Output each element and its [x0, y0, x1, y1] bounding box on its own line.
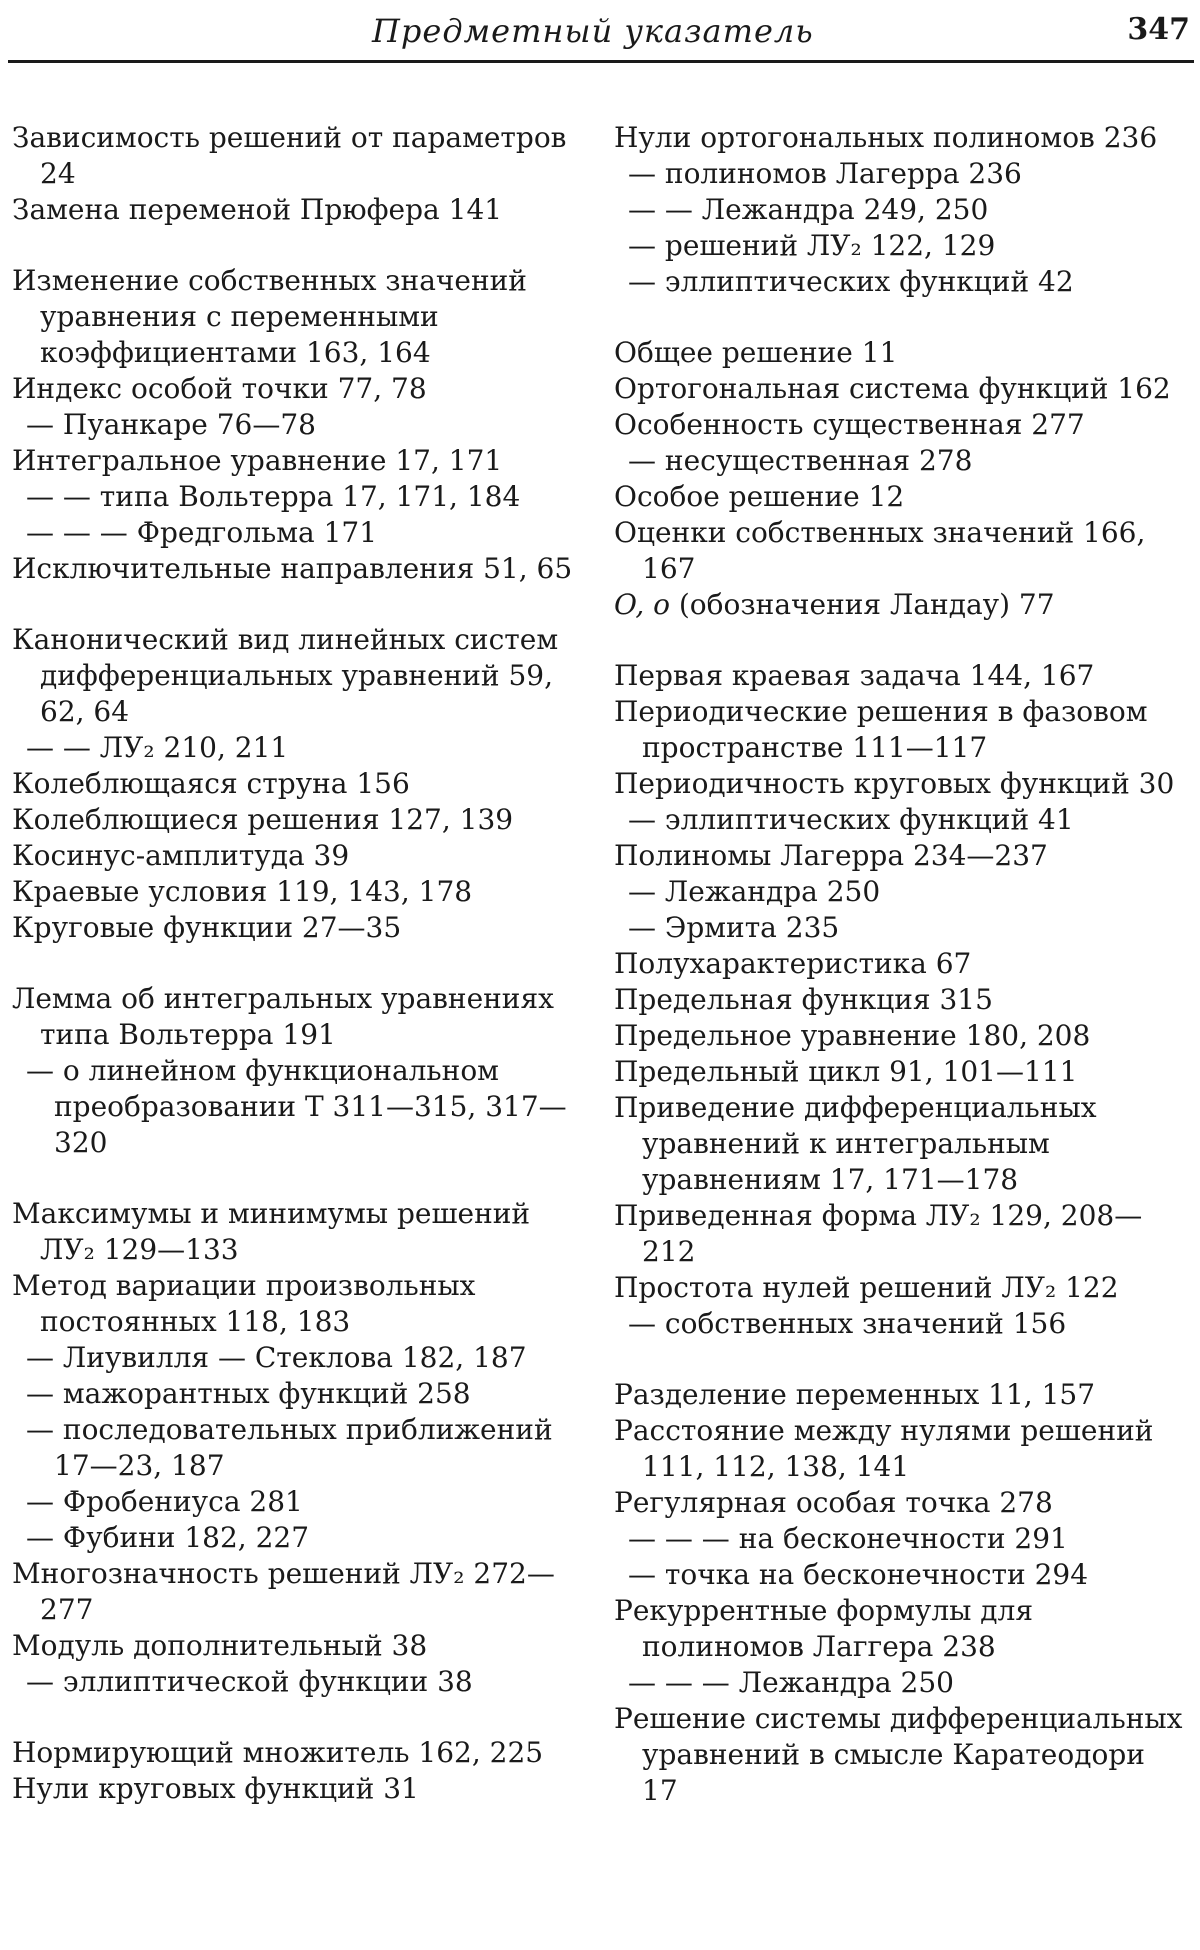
index-subentry: — Лежандра 250	[628, 875, 881, 908]
index-subentry: — Эрмита 235	[628, 911, 840, 944]
index-subentry: — эллиптических функций 42	[628, 265, 1074, 298]
index-subentry: — — Лежандра 249, 250	[628, 193, 989, 226]
index-letter-group	[12, 263, 582, 587]
index-entry: Нули круговых функций 31	[12, 1772, 419, 1805]
index-subentry: — полиномов Лагерра 236	[628, 157, 1022, 190]
index-entry: Индекс особой точки 77, 78	[12, 372, 427, 405]
index-column-right	[614, 120, 1184, 1844]
index-entry: Первая краевая задача 144, 167	[614, 659, 1095, 692]
header-rule	[8, 60, 1194, 63]
index-entry: Периодические решения в фазовом пространстве 111—117	[614, 695, 1148, 764]
index-subentry: — о линейном функциональном преобразовании T 311—315, 317—320	[26, 1054, 567, 1159]
index-letter-group	[12, 981, 582, 1161]
index-entry: Решение системы дифференциальных уравнений в смысле Каратеодори 17	[614, 1702, 1183, 1807]
index-entry: Нули ортогональных полиномов 236	[614, 121, 1158, 154]
index-subentry: — Пуанкаре 76—78	[26, 408, 316, 441]
index-entry: Интегральное уравнение 17, 171	[12, 444, 503, 477]
index-entry	[614, 587, 1184, 623]
index-entry: Колеблющаяся струна 156	[12, 767, 410, 800]
index-letter-group	[12, 1735, 582, 1807]
index-subentry: — Фробениуса 281	[26, 1485, 303, 1518]
index-subentry: — — ЛУ₂ 210, 211	[26, 731, 289, 764]
index-entry: Предельное уравнение 180, 208	[614, 1019, 1091, 1052]
index-subentry: — Лиувилля — Стеклова 182, 187	[26, 1341, 527, 1374]
index-letter-group	[12, 1196, 582, 1700]
page-header	[0, 8, 1200, 68]
index-entry: Полухарактеристика 67	[614, 947, 972, 980]
index-entry: Исключительные направления 51, 65	[12, 552, 573, 585]
index-entry: Предельный цикл 91, 101—111	[614, 1055, 1078, 1088]
running-title: Предметный указатель	[372, 12, 814, 50]
index-entry: Регулярная особая точка 278	[614, 1486, 1053, 1519]
index-entry: Канонический вид линейных систем дифференциальных уравнений 59, 62, 64	[12, 623, 559, 728]
index-entry: Изменение собственных значений уравнения с переменными коэффициентами 163, 164	[12, 264, 527, 369]
index-subentry: — эллиптических функций 41	[628, 803, 1074, 836]
index-subentry: — — — на бесконечности 291	[628, 1522, 1068, 1555]
index-entry: Нормирующий множитель 162, 225	[12, 1736, 544, 1769]
index-entry: Краевые условия 119, 143, 178	[12, 875, 473, 908]
index-entry: Особенность существенная 277	[614, 408, 1085, 441]
index-subentry: — собственных значений 156	[628, 1307, 1067, 1340]
index-letter-group	[614, 658, 1184, 1342]
index-entry: Приведенная форма ЛУ₂ 129, 208—212	[614, 1199, 1143, 1268]
index-entry: Периодичность круговых функций 30	[614, 767, 1175, 800]
index-entry-italic-term: O, o	[614, 588, 670, 621]
index-column-left	[12, 120, 582, 1842]
index-entry: Зависимость решений от параметров 24	[12, 121, 567, 190]
index-subentry: — решений ЛУ₂ 122, 129	[628, 229, 996, 262]
index-subentry: — — — Лежандра 250	[628, 1666, 954, 1699]
index-entry: Круговые функции 27—35	[12, 911, 402, 944]
index-entry: Лемма об интегральных уравнениях типа Вольтерра 191	[12, 982, 554, 1051]
index-entry: Ортогональная система функций 162	[614, 372, 1171, 405]
index-entry: Общее решение 11	[614, 336, 898, 369]
index-entry: Колеблющиеся решения 127, 139	[12, 803, 514, 836]
index-entry: Замена переменой Прюфера 141	[12, 193, 503, 226]
index-letter-group	[614, 1377, 1184, 1809]
index-entry: Косинус-амплитуда 39	[12, 839, 350, 872]
index-letter-group	[614, 335, 1184, 623]
page-number: 347	[1127, 12, 1190, 47]
index-entry: Простота нулей решений ЛУ₂ 122	[614, 1271, 1119, 1304]
index-entry-text: (обозначения Ландау) 77	[669, 588, 1055, 621]
index-letter-group	[12, 120, 582, 228]
index-subentry: — мажорантных функций 258	[26, 1377, 471, 1410]
index-subentry: — — типа Вольтерра 17, 171, 184	[26, 480, 521, 513]
index-entry: Приведение дифференциальных уравнений к интегральным уравнениям 17, 171—178	[614, 1091, 1097, 1196]
index-entry: Рекуррентные формулы для полиномов Лаггера 238	[614, 1594, 1033, 1663]
index-entry: Полиномы Лагерра 234—237	[614, 839, 1048, 872]
index-entry: Модуль дополнительный 38	[12, 1629, 428, 1662]
index-subentry: — последовательных приближений 17—23, 187	[26, 1413, 553, 1482]
index-subentry: — — — Фредгольма 171	[26, 516, 378, 549]
index-subentry: — точка на бесконечности 294	[628, 1558, 1089, 1591]
index-letter-group	[12, 622, 582, 946]
index-entry: Разделение переменных 11, 157	[614, 1378, 1096, 1411]
index-subentry: — Фубини 182, 227	[26, 1521, 310, 1554]
index-subentry: — несущественная 278	[628, 444, 973, 477]
index-subentry: — эллиптической функции 38	[26, 1665, 473, 1698]
index-entry: Метод вариации произвольных постоянных 118, 183	[12, 1269, 476, 1338]
index-entry: Особое решение 12	[614, 480, 905, 513]
index-entry: Оценки собственных значений 166, 167	[614, 516, 1146, 585]
index-entry: Максимумы и минимумы решений ЛУ₂ 129—133	[12, 1197, 531, 1266]
index-entry: Расстояние между нулями решений 111, 112, 138, 141	[614, 1414, 1154, 1483]
index-entry: Предельная функция 315	[614, 983, 993, 1016]
index-entry: Многозначность решений ЛУ₂ 272—277	[12, 1557, 555, 1626]
index-letter-group	[614, 120, 1184, 300]
